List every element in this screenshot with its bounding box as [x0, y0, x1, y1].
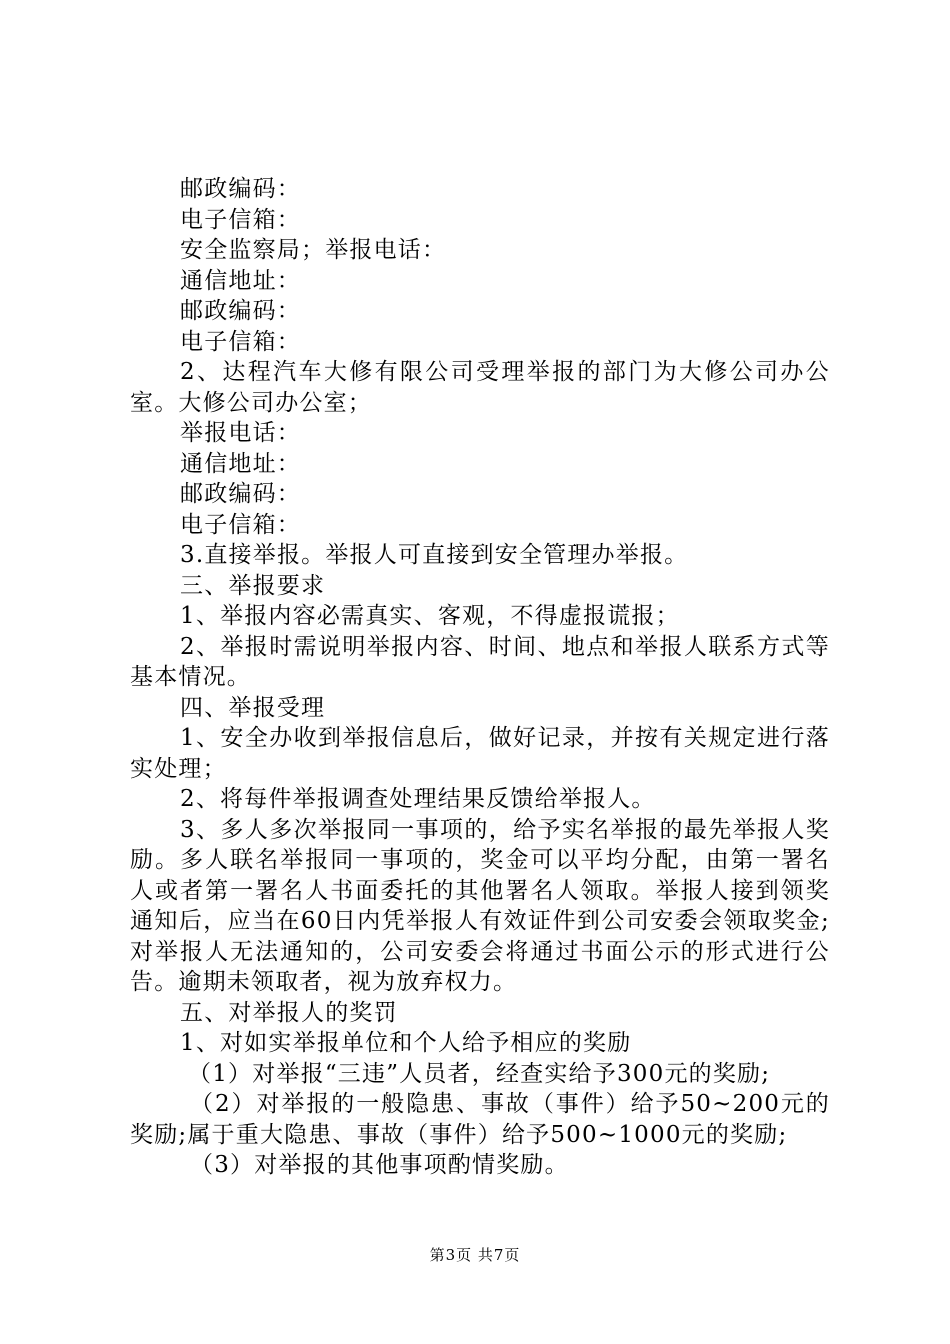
paragraph-email-3: 电子信箱： — [180, 511, 301, 538]
paragraph-reward-1: 1、对如实举报单位和个人给予相应的奖励 — [180, 1030, 632, 1056]
section-heading-requirements: 三、举报要求 — [180, 572, 326, 599]
page-footer: 第3页 共7页 — [429, 1246, 521, 1264]
paragraph-postcode-1: 邮政编码： — [180, 176, 301, 202]
paragraph-address-2: 通信地址： — [180, 450, 301, 477]
paragraph-company-office: 2、达程汽车大修有限公司受理举报的部门为大修公司办公室。大修公司办公室； — [130, 359, 830, 416]
paragraph-email-2: 电子信箱： — [180, 328, 301, 355]
paragraph-reward-item-3: （3）对举报的其他事项酌情奖励。 — [190, 1152, 569, 1178]
paragraph-reward-item-2: （2）对举报的一般隐患、事故（事件）给予50~200元的奖励;属于重大隐患、事故（事件）给予500~1000元的奖励; — [130, 1091, 830, 1148]
paragraph-requirement-1: 1、举报内容必需真实、客观，不得虚报谎报； — [180, 603, 680, 629]
paragraph-acceptance-2: 2、将每件举报调查处理结果反馈给举报人。 — [180, 786, 656, 812]
paragraph-reward-item-1: （1）对举报“三违”人员者，经查实给予300元的奖励; — [188, 1060, 771, 1087]
paragraph-phone: 举报电话： — [180, 420, 301, 446]
paragraph-safety-bureau: 安全监察局；举报电话： — [180, 237, 447, 263]
paragraph-postcode-2: 邮政编码： — [180, 298, 301, 324]
paragraph-acceptance-3: 3、多人多次举报同一事项的，给予实名举报的最先举报人奖励。多人联名举报同一事项的，奖金可以平均分配，由第一署名人或者第一署名人书面委托的其他署名人领取。举报人接到领奖通知后，应当在60日内凭举报人有效证件到公司安委会领取奖金;对举报人无法通知的，公司安委会将通过书面公示的形式进行公告。逾期未领取者，视为放弃权力。 — [130, 816, 830, 995]
paragraph-requirement-2: 2、举报时需说明举报内容、时间、地点和举报人联系方式等基本情况。 — [130, 633, 830, 690]
document-body — [130, 174, 830, 1181]
section-heading-acceptance: 四、举报受理 — [180, 694, 326, 721]
section-heading-rewards: 五、对举报人的奖罚 — [180, 999, 398, 1026]
paragraph-email-1: 电子信箱： — [180, 206, 301, 233]
paragraph-address-1: 通信地址： — [180, 267, 301, 294]
paragraph-postcode-3: 邮政编码： — [180, 481, 301, 507]
paragraph-acceptance-1: 1、安全办收到举报信息后，做好记录，并按有关规定进行落实处理； — [130, 725, 830, 782]
paragraph-direct-report: 3.直接举报。举报人可直接到安全管理办举报。 — [180, 542, 689, 568]
